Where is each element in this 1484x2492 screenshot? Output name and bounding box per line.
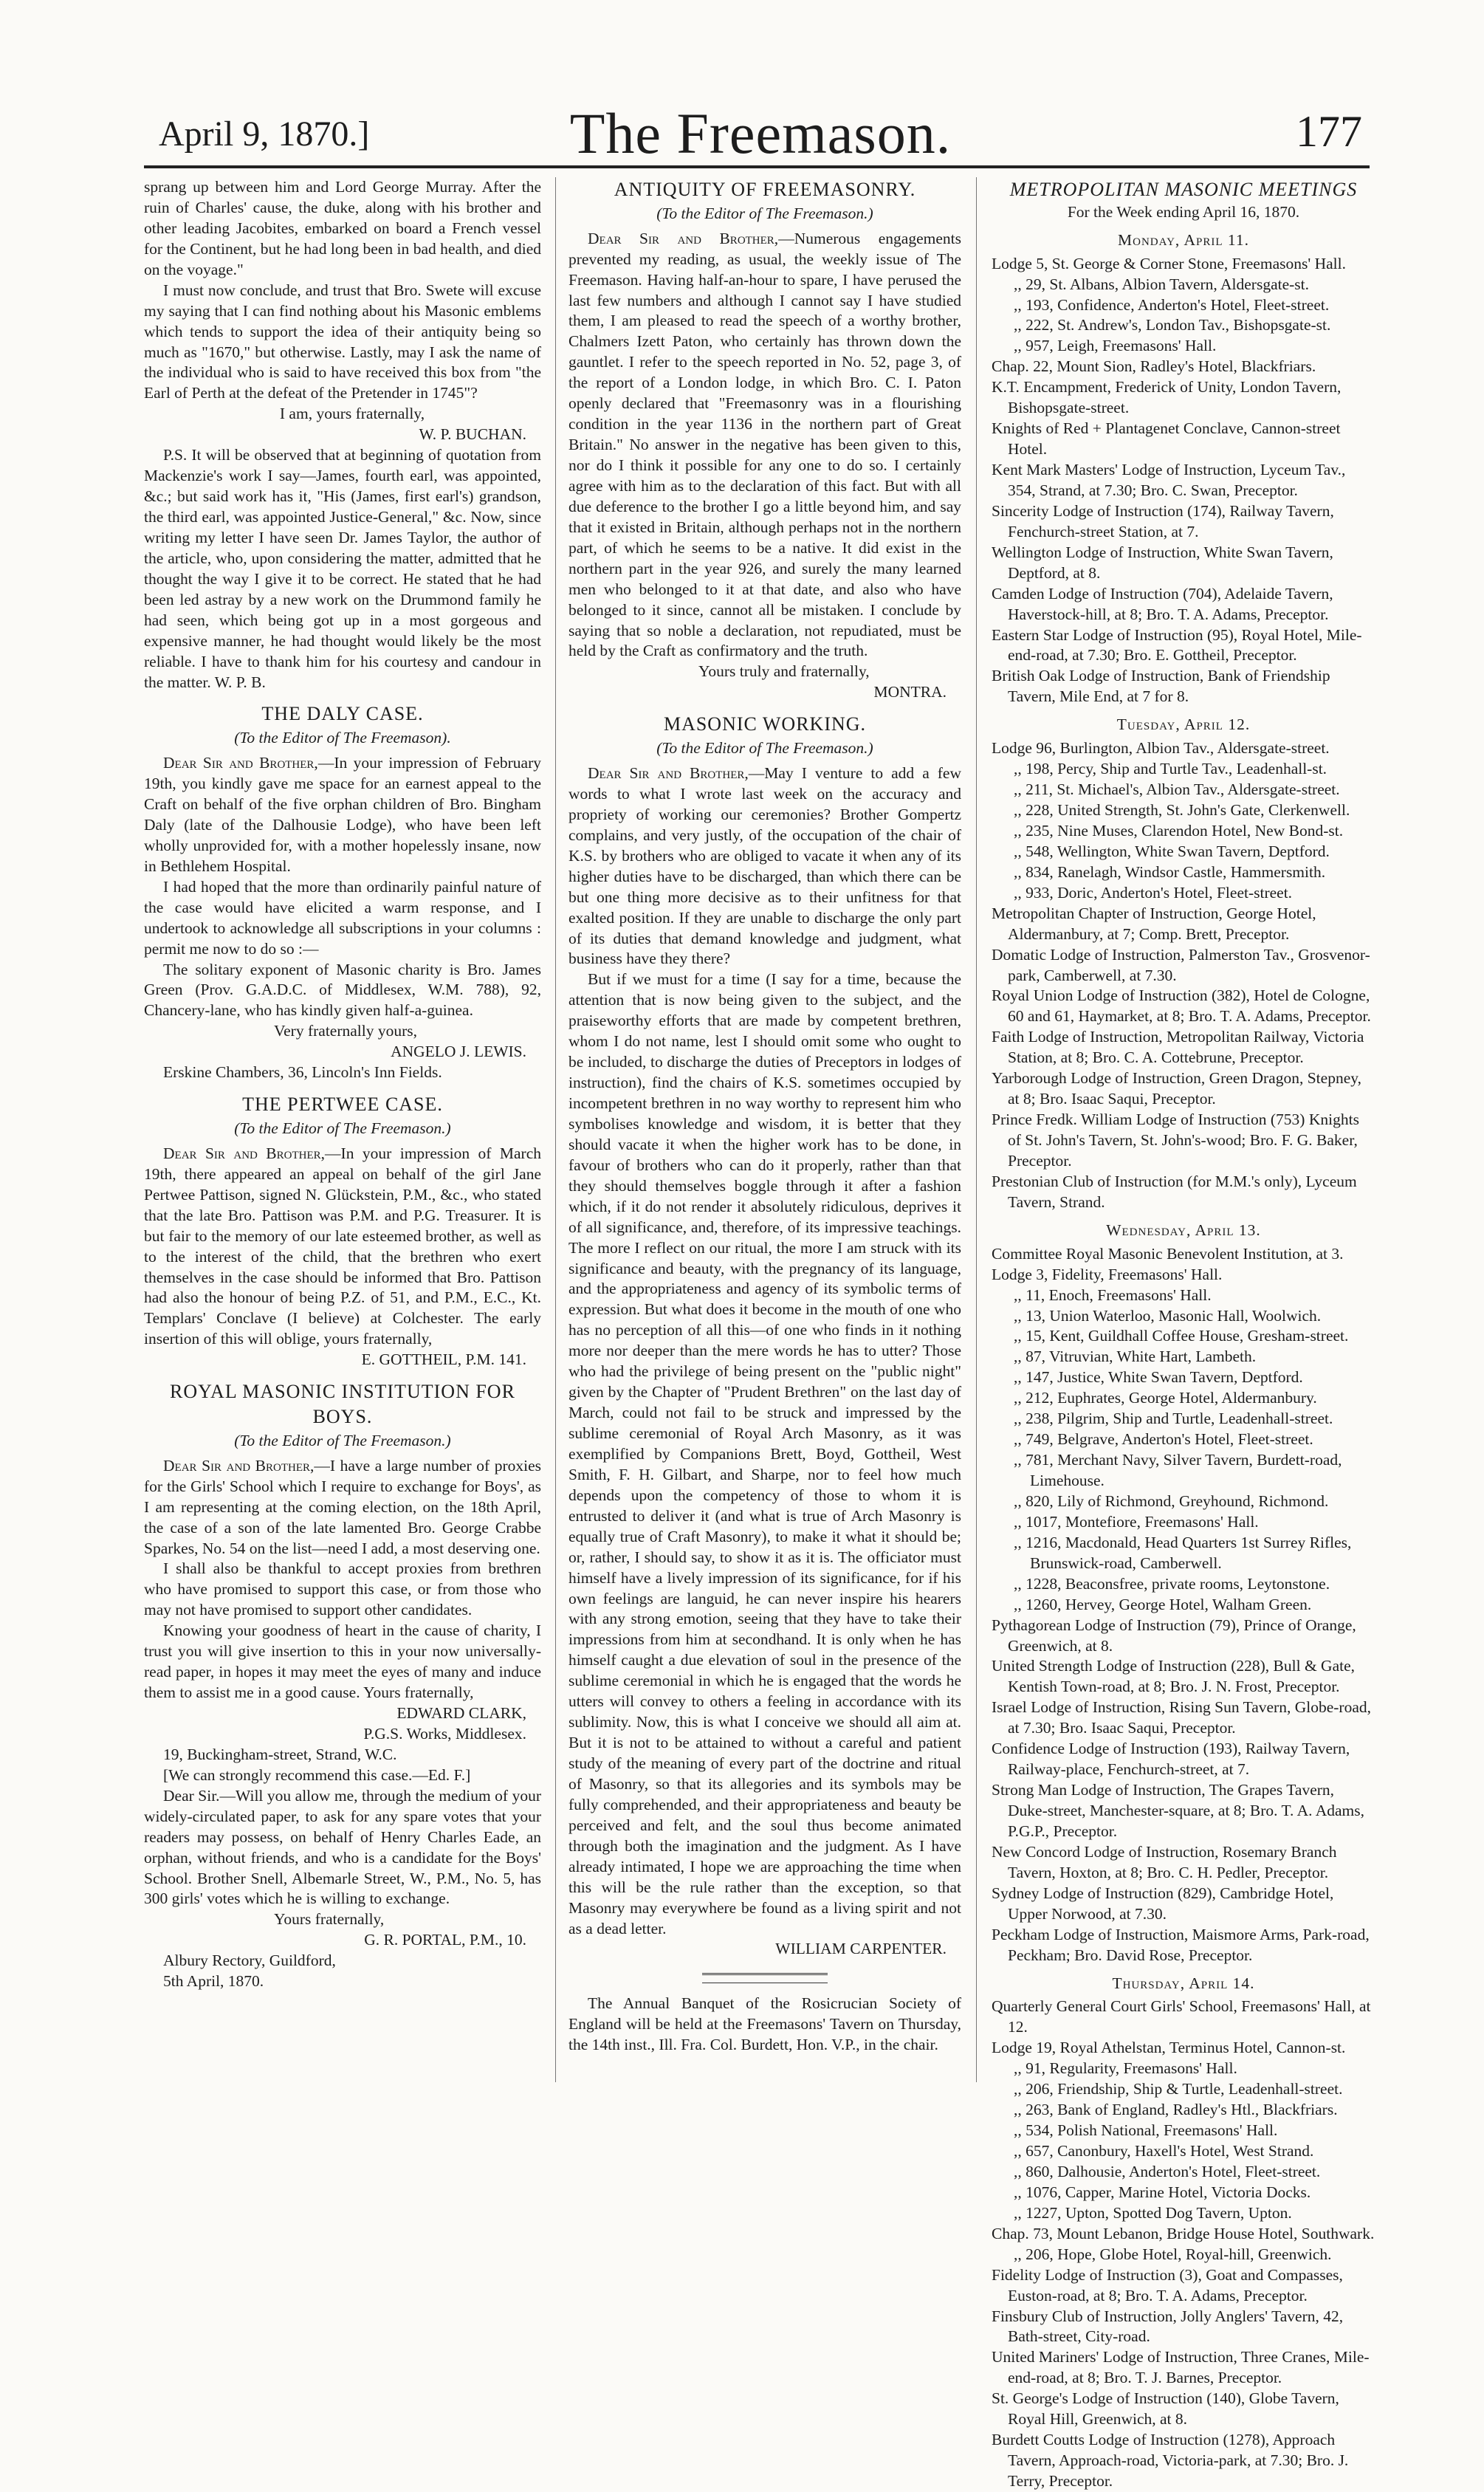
- meeting-entry: ,, 147, Justice, White Swan Tavern, Deptford.: [1014, 1368, 1303, 1387]
- letter-closing: I am, yours fraternally,: [279, 405, 425, 423]
- paragraph: [568, 763, 961, 969]
- article-heading-antiquity: ANTIQUITY OF FREEMASONRY.: [614, 179, 916, 200]
- paragraph: [144, 753, 541, 877]
- meeting-entry: Chap. 73, Mount Lebanon, Bridge House Hotel, Southwark.: [992, 2224, 1375, 2242]
- meeting-entry: Lodge 96, Burlington, Albion Tav., Aldersgate-street.: [992, 739, 1330, 758]
- paragraph: [144, 1144, 541, 1350]
- meeting-entry: Pythagorean Lodge of Instruction (79), Prince of Orange, Greenwich, at 8.: [992, 1616, 1356, 1655]
- meetings-heading: METROPOLITAN MASONIC MEETINGS: [1009, 179, 1358, 200]
- letter-greeting: Dear Sir and Brother,: [163, 1456, 315, 1475]
- paragraph: [568, 229, 961, 662]
- paragraph: I must now conclude, and trust that Bro. Swete will excuse my saying that I can find nothing about his Masonic emblems which tends to support the idea of their antiquity being so much as "1670," but otherwise. Lastly, may I ask the name of the individual who is said to have received this box from "the Earl of Perth at the defeat of the Pretender in 1745"?: [144, 281, 541, 402]
- meeting-entry: United Strength Lodge of Instruction (228), Bull & Gate, Kentish Town-road, at 8; Bro. J. N. Frost, Preceptor.: [992, 1657, 1356, 1696]
- meeting-entry: ,, 235, Nine Muses, Clarendon Hotel, New Bond-st.: [1014, 821, 1344, 840]
- meeting-entry: Israel Lodge of Instruction, Rising Sun Tavern, Globe-road, at 7.30; Bro. Isaac Saqui, Preceptor.: [992, 1698, 1371, 1737]
- day-heading-wednesday: Wednesday, April 13.: [1106, 1221, 1261, 1239]
- masthead-rule: [144, 165, 1370, 168]
- meeting-entry: Confidence Lodge of Instruction (193), Railway Tavern, Railway-place, Fenchurch-street, at 7.: [992, 1740, 1350, 1779]
- meeting-entry: Peckham Lodge of Instruction, Maismore Arms, Park-road, Peckham; Bro. David Rose, Preceptor.: [992, 1925, 1370, 1964]
- letter-signature: MONTRA.: [873, 683, 947, 701]
- meeting-entry: ,, 781, Merchant Navy, Silver Tavern, Burdett-road, Limehouse.: [1014, 1451, 1342, 1490]
- meeting-entry: ,, 860, Dalhousie, Anderton's Hotel, Fleet-street.: [1014, 2162, 1321, 2180]
- meeting-entry: K.T. Encampment, Frederick of Unity, London Tavern, Bishopsgate-street.: [992, 378, 1342, 417]
- meeting-entry: ,, 11, Enoch, Freemasons' Hall.: [1014, 1286, 1212, 1304]
- meeting-entry: ,, 29, St. Albans, Albion Tavern, Aldersgate-st.: [1014, 275, 1309, 293]
- paragraph-text: —Numerous engagements prevented my reading, as usual, the weekly issue of The Freemason. Having half-an-hour to spare, I have perused the last few numbers and although I cannot say I have studied them, I am pleased to read the speech of a worthy brother, Chalmers Izett Paton, who certainly has thrown down the gauntlet. I refer to the speech reported in No. 52, page 3, of the report of a London lodge, in which Bro. C. I. Paton openly declared that "Freemasonry was in a flourishing condition in the year 1136 in the northern part of Great Britain." No answer in the negative has been given to this, nor do I think it possible for any one to do so. I certainly agree with him as to the declaration of this fact. But with all due deference to the brother I go a little beyond him, and say that it existed in Britain, although perhaps not in the northern part, of which he seems to be a native. It did exist in the northern part in the year 926, and surely the many learned men who belonged to it at that date, and also who have belonged to it since, cannot all be mistaken. I conclude by saying that so noble a declaration, not repudiated, must be held by the Craft as confirmatory and the truth.: [568, 229, 961, 660]
- letter-signature: WILLIAM CARPENTER.: [775, 1940, 947, 1958]
- meeting-entry: ,, 1076, Capper, Marine Hotel, Victoria Docks.: [1014, 2183, 1311, 2201]
- meeting-entry: Faith Lodge of Instruction, Metropolitan Railway, Victoria Station, at 8; Bro. C. A. Cottebrune, Preceptor.: [992, 1028, 1364, 1067]
- letter-closing: Yours truly and fraternally,: [698, 662, 870, 681]
- editor-note: [We can strongly recommend this case.—Ed. F.]: [163, 1765, 471, 1784]
- letter-greeting: Dear Sir and Brother,: [588, 229, 779, 247]
- letter-closing: Very fraternally yours,: [274, 1022, 418, 1040]
- letter-signature: EDWARD CLARK,: [396, 1704, 526, 1722]
- meeting-entry: Wellington Lodge of Instruction, White Swan Tavern, Deptford, at 8.: [992, 543, 1333, 582]
- paragraph: sprang up between him and Lord George Murray. After the ruin of Charles' cause, the duke, along with his brother and other leading Jacobites, embarked on board a French vessel for the Continent, but he had long been in bad health, and died on the voyage.": [144, 178, 541, 278]
- article-subheading: (To the Editor of The Freemason).: [234, 729, 451, 747]
- paragraph: I shall also be thankful to accept proxies from brethren who have promised to support this case, or from those who may not have promised to support other candidates.: [144, 1559, 541, 1619]
- letter-signature: E. GOTTHEIL, P.M. 141.: [361, 1350, 526, 1369]
- letter-signature: ANGELO J. LEWIS.: [391, 1043, 526, 1061]
- meeting-entry: ,, 834, Ranelagh, Windsor Castle, Hammersmith.: [1014, 862, 1326, 881]
- meeting-entry: Sydney Lodge of Instruction (829), Cambridge Hotel, Upper Norwood, at 7.30.: [992, 1884, 1334, 1923]
- meeting-list-tuesday: [992, 738, 1375, 1213]
- meeting-entry: ,, 211, St. Michael's, Albion Tav., Aldersgate-street.: [1014, 780, 1340, 799]
- paragraph: The solitary exponent of Masonic charity is Bro. James Green (Prov. G.A.D.C. of Middlesex, W.M. 788), 92, Chancery-lane, who has kindly given half-a-guinea.: [144, 960, 541, 1020]
- meeting-entry: Lodge 3, Fidelity, Freemasons' Hall.: [992, 1265, 1223, 1283]
- meeting-entry: St. George's Lodge of Instruction (140), Globe Tavern, Royal Hill, Greenwich, at 8.: [992, 2389, 1339, 2429]
- letter-signature-title: P.G.S. Works, Middlesex.: [363, 1724, 526, 1743]
- paragraph: Knowing your goodness of heart in the cause of charity, I trust you will give insertion to this in your now universally-read paper, in hopes it may meet the eyes of many and induce them to assist me in a good cause. Yours fraternally,: [144, 1621, 541, 1702]
- letter-greeting: Dear Sir and Brother,: [163, 754, 318, 772]
- masthead: [159, 103, 1362, 167]
- day-heading-tuesday: Tuesday, April 12.: [1116, 715, 1251, 734]
- meetings-subheading: For the Week ending April 16, 1870.: [1067, 202, 1300, 221]
- day-heading-thursday: Thursday, April 14.: [1112, 1974, 1255, 1992]
- separator-rule: [702, 1973, 828, 1983]
- meeting-entry: ,, 1216, Macdonald, Head Quarters 1st Surrey Rifles, Brunswick-road, Camberwell.: [1014, 1533, 1352, 1572]
- meeting-entry: Yarborough Lodge of Instruction, Green Dragon, Stepney, at 8; Bro. Isaac Saqui, Preceptor.: [992, 1069, 1361, 1108]
- meeting-entry: Quarterly General Court Girls' School, Freemasons' Hall, at 12.: [992, 1997, 1371, 2036]
- day-heading-monday: Monday, April 11.: [1118, 230, 1249, 249]
- meeting-entry: ,, 228, United Strength, St. John's Gate, Clerkenwell.: [1014, 801, 1350, 820]
- meeting-entry: ,, 198, Percy, Ship and Turtle Tav., Leadenhall-st.: [1014, 760, 1327, 778]
- letter-greeting: Dear Sir and Brother,: [163, 1144, 326, 1162]
- article-subheading: (To the Editor of The Freemason.): [234, 1119, 451, 1137]
- meeting-entry: Chap. 22, Mount Sion, Radley's Hotel, Blackfriars.: [992, 357, 1316, 376]
- paragraph: Dear Sir.—Will you allow me, through the medium of your widely-circulated paper, to ask for any spare votes that your readers may possess, on behalf of Henry Charles Eade, an orphan, without friends, and who is a candidate for the Boys' School. Brother Snell, Albemarle Street, W., P.M., No. 5, has 300 girls' votes which he is willing to exchange.: [144, 1786, 541, 1908]
- article-heading-pertwee: THE PERTWEE CASE.: [242, 1094, 443, 1116]
- meeting-entry: Fidelity Lodge of Instruction (3), Goat and Compasses, Euston-road, at 8; Bro. T. A. Adams, Preceptor.: [992, 2265, 1343, 2304]
- letter-address: Erskine Chambers, 36, Lincoln's Inn Fields.: [163, 1063, 442, 1082]
- meeting-entry: Strong Man Lodge of Instruction, The Grapes Tavern, Duke-street, Manchester-square, at 8; Bro. T. A. Adams, P.G.P., Preceptor.: [992, 1781, 1364, 1840]
- column-2: [568, 177, 961, 2093]
- meeting-list-monday: [992, 254, 1375, 708]
- article-subheading: (To the Editor of The Freemason.): [234, 1431, 451, 1449]
- page-number: 177: [1296, 107, 1362, 156]
- meeting-entry: Prince Fredk. William Lodge of Instruction (753) Knights of St. John's Tavern, St. John's-wood; Bro. F. G. Baker, Preceptor.: [992, 1111, 1359, 1170]
- meeting-entry: Metropolitan Chapter of Instruction, George Hotel, Aldermanbury, at 7; Comp. Brett, Preceptor.: [992, 904, 1316, 943]
- meeting-entry: Prestonian Club of Instruction (for M.M.'s only), Lyceum Tavern, Strand.: [992, 1172, 1357, 1211]
- meeting-entry: ,, 87, Vitruvian, White Hart, Lambeth.: [1014, 1348, 1257, 1366]
- paragraph-text: —In your impression of February 19th, you kindly gave me space for an earnest appeal to the Craft on behalf of the five orphan children of Bro. Bingham Daly (late of the Dalhousie Lodge), who have been left wholly unprovided for, with a mother hopelessly insane, now in Bethlehem Hospital.: [144, 754, 541, 875]
- letter-signature: W. P. BUCHAN.: [419, 425, 526, 444]
- meeting-entry: ,, 1017, Montefiore, Freemasons' Hall.: [1014, 1512, 1259, 1531]
- meeting-entry: British Oak Lodge of Instruction, Bank of Friendship Tavern, Mile End, at 7 for 8.: [992, 667, 1330, 706]
- paragraph-text: —In your impression of March 19th, there appeared an appeal on behalf of the girl Jane Pertwee Pattison, signed N. Glückstein, P.M., &c., who stated that the late Bro. Pattison was P.M. and P.G. Treasurer. It is but fair to the memory of our late esteemed brother, as well as to the interest of the child, that the brethren who exert themselves in the case should be informed that Bro. Pattison had also the honour of being P.Z. of 51, and P.M., E.C., Kt. Templars' Conclave (I believe) at Colchester. The early insertion of this will oblige, yours fraternally,: [144, 1144, 541, 1348]
- meeting-entry: ,, 933, Doric, Anderton's Hotel, Fleet-street.: [1014, 883, 1293, 902]
- meeting-entry: ,, 548, Wellington, White Swan Tavern, Deptford.: [1014, 842, 1330, 860]
- meeting-entry: ,, 238, Pilgrim, Ship and Turtle, Leadenhall-street.: [1014, 1410, 1333, 1428]
- meeting-entry: ,, 534, Polish National, Freemasons' Hall.: [1014, 2121, 1278, 2140]
- meeting-list-wednesday: [992, 1244, 1375, 1966]
- column-3: [992, 177, 1375, 2491]
- meeting-entry: ,, 13, Union Waterloo, Masonic Hall, Woolwich.: [1014, 1306, 1322, 1325]
- meeting-entry: Lodge 5, St. George & Corner Stone, Freemasons' Hall.: [992, 254, 1346, 272]
- meeting-entry: Domatic Lodge of Instruction, Palmerston Tav., Grosvenor-park, Camberwell, at 7.30.: [992, 945, 1370, 984]
- meeting-entry: ,, 749, Belgrave, Anderton's Hotel, Fleet-street.: [1014, 1430, 1313, 1449]
- paragraph: I had hoped that the more than ordinarily painful nature of the case would have elicited a warm response, and I undertook to acknowledge all subscriptions in your columns : permit me now to do so :—: [144, 877, 541, 958]
- column-divider: [555, 177, 556, 2082]
- paragraph-text: —May I venture to add a few words to what I wrote last week on the accuracy and propriety of working our ceremonies? Brother Gompertz complains, and very justly, of the occupation of the chair of K.S. by brothers who are obliged to vacate it when any of its higher duties have to be discharged, than which there can be but one thing more decisive as to their unfitness for that exalted position. If they are unable to discharge the only part of its duties that demand knowledge and judgment, what business have they there?: [568, 764, 962, 968]
- paragraph: But if we must for a time (I say for a time, because the attention that is now being given to the subject, and the praiseworthy efforts that are made by competent brethren, whom I do not name, lest I should omit some who ought to be included, to discharge the duties of Preceptors in lodges of instruction), find the chairs of K.S. sometimes occupied by incompetent brethren in no way worthy to represent him who symbolises knowledge and wisdom, it is better that they should vacate it when the higher work has to be done, in favour of brothers who can do it properly, rather than that they should themselves boggle through it after a fashion which, if it do not render it absolutely ridiculous, deprives it of all significance, and, therefore, of its impressive teachings. The more I reflect on our ritual, the more I am struck with its significance and beauty, with the pregnancy of its language, and the appropriateness and agency of its symbolic terms of expression. But what does it become in the mouth of one who has no perception of all this—of one who finds in it nothing more nor deeper than the mere words he has to utter? Those who had the privilege of being present on the "public night" given by the Chapter of "Prudent Brethren" on the last day of March, could not fail to be struck and impressed by the sublime ceremonial of Royal Arch Masonry, as it was exemplified by Companions Brett, Boyd, Gottheil, West Smith, F. H. Gilbart, and Sharpe, nor to feel how much depends upon the competency of those to whom it is entrusted to deliver it (and what is true of Arch Masonry is equally true of Craft Masonry), to make it what it should be; or, rather, I should say, to show it as it is. The officiator must himself have a lively impression of its significance, for if his own feelings are languid, he can never inspire his hearers with any strong emotion, seeing that they have to take their impressions from him at secondhand. It is only when he has himself caught a due elevation of soul in the presence of the sublime ceremonial in which he is engaged that the words he utters will convey to others a feeling in accordance with its sublimity. Now, this is what I conceive we should all aim at. But it is not to be attained to without a careful and patient study of the meaning of every part of the doctrine and ritual of Masonry, so that its allegories and its symbols may be fully comprehended, and their appropriateness and beauty be perceived and felt, and the soul thus become animated through both the imagination and the judgment. As I have already intimated, I hope we are approaching the time when this will be the rule rather than the exception, so that Masonry may everywhere be found as a living spirit and not as a dead letter.: [568, 970, 961, 1937]
- article-subheading: (To the Editor of The Freemason.): [656, 204, 873, 222]
- newspaper-title: The Freemason.: [569, 101, 952, 165]
- meeting-entry: ,, 206, Hope, Globe Hotel, Royal-hill, Greenwich.: [1014, 2245, 1332, 2263]
- letter-address: Albury Rectory, Guildford,: [163, 1952, 336, 1970]
- meeting-entry: ,, 193, Confidence, Anderton's Hotel, Fleet-street.: [1014, 295, 1330, 314]
- meeting-list-thursday: [992, 1997, 1375, 2492]
- paragraph-text: —I have a large number of proxies for the Girls' School which I require to exchange for Boys', as I am representing at the coming election, on the 18th April, the case of a son of the late lamented Bro. George Crabbe Sparkes, No. 54 on the list—need I add, a most deserving one.: [144, 1456, 542, 1557]
- meeting-entry: Finsbury Club of Instruction, Jolly Anglers' Tavern, 42, Bath-street, City-road.: [992, 2307, 1344, 2346]
- meeting-entry: ,, 212, Euphrates, George Hotel, Aldermanbury.: [1014, 1389, 1317, 1407]
- meeting-entry: Camden Lodge of Instruction (704), Adelaide Tavern, Haverstock-hill, at 8; Bro. T. A. Adams, Preceptor.: [992, 584, 1333, 623]
- article-heading-working: MASONIC WORKING.: [663, 713, 867, 735]
- meeting-entry: Committee Royal Masonic Benevolent Institution, at 3.: [992, 1244, 1344, 1263]
- paragraph: [144, 1456, 541, 1559]
- meeting-entry: ,, 222, St. Andrew's, London Tav., Bishopsgate-st.: [1014, 316, 1331, 334]
- column-divider: [976, 177, 977, 2082]
- meeting-entry: Knights of Red + Plantagenet Conclave, Cannon-street Hotel.: [992, 419, 1341, 459]
- meeting-entry: ,, 15, Kent, Guildhall Coffee House, Gresham-street.: [1014, 1327, 1349, 1345]
- meeting-entry: United Mariners' Lodge of Instruction, Three Cranes, Mile-end-road, at 8; Bro. T. J. Barnes, Preceptor.: [992, 2348, 1370, 2387]
- letter-greeting: Dear Sir and Brother,: [588, 764, 749, 783]
- meeting-entry: ,, 1228, Beaconsfree, private rooms, Leytonstone.: [1014, 1574, 1330, 1593]
- postscript: P.S. It will be observed that at beginning of quotation from Mackenzie's work I say—James, fourth earl, was appointed, &c.; but said work has it, "His (James, first earl's) grandson, the third earl, was appointed Justice-General," &c. Now, since writing my letter I have seen Dr. James Taylor, the author of the article, who, upon considering the matter, admitted that he thought the way I give it to be correct. He stated that he had been led astray by a new work on the Drummond family he had seen, which being got up in a most gorgeous and expensive manner, he had thought would likely be the most reliable. I have to thank him for his courtesy and candour in the matter. W. P. B.: [144, 446, 541, 691]
- meeting-entry: ,, 91, Regularity, Freemasons' Hall.: [1014, 2059, 1237, 2078]
- meeting-entry: ,, 263, Bank of England, Radley's Htl., Blackfriars.: [1014, 2101, 1338, 2119]
- meeting-entry: New Concord Lodge of Instruction, Rosemary Branch Tavern, Hoxton, at 8; Bro. C. H. Pedler, Preceptor.: [992, 1842, 1337, 1881]
- letter-closing: Yours fraternally,: [274, 1910, 385, 1929]
- letter-signature: G. R. PORTAL, P.M., 10.: [364, 1931, 526, 1949]
- meeting-entry: Lodge 19, Royal Athelstan, Terminus Hotel, Cannon-st.: [992, 2039, 1346, 2057]
- notice-paragraph: The Annual Banquet of the Rosicrucian Society of England will be held at the Freemasons' Tavern on Thursday, the 14th inst., Ill. Fra. Col. Burdett, Hon. V.P., in the chair.: [568, 1994, 961, 2054]
- meeting-entry: ,, 1260, Hervey, George Hotel, Walham Green.: [1014, 1595, 1312, 1613]
- letter-address: 19, Buckingham-street, Strand, W.C.: [163, 1745, 397, 1763]
- meeting-entry: Royal Union Lodge of Instruction (382), Hotel de Cologne, 60 and 61, Haymarket, at 8; Bro. T. A. Adams, Preceptor.: [992, 986, 1371, 1026]
- letter-date: 5th April, 1870.: [163, 1972, 264, 1991]
- meeting-entry: ,, 657, Canonbury, Haxell's Hotel, West Strand.: [1014, 2142, 1314, 2160]
- meeting-entry: Burdett Coutts Lodge of Instruction (1278), Approach Tavern, Approach-road, Victoria-park, at 7.30; Bro. J. Terry, Preceptor.: [992, 2431, 1349, 2491]
- meeting-entry: Kent Mark Masters' Lodge of Instruction, Lyceum Tav., 354, Strand, at 7.30; Bro. C. Swan, Preceptor.: [992, 461, 1346, 499]
- article-subheading: (To the Editor of The Freemason.): [656, 739, 873, 758]
- meeting-entry: ,, 820, Lily of Richmond, Greyhound, Richmond.: [1014, 1492, 1329, 1510]
- meeting-entry: ,, 1227, Upton, Spotted Dog Tavern, Upton.: [1014, 2203, 1292, 2222]
- meeting-entry: Sincerity Lodge of Instruction (174), Railway Tavern, Fenchurch-street Station, at 7.: [992, 501, 1334, 540]
- meeting-entry: ,, 957, Leigh, Freemasons' Hall.: [1014, 337, 1217, 355]
- article-heading-royal: ROYAL MASONIC INSTITUTION FOR BOYS.: [170, 1381, 515, 1428]
- issue-date: April 9, 1870.]: [159, 114, 370, 154]
- article-heading-daly: THE DALY CASE.: [261, 703, 424, 725]
- meeting-entry: Eastern Star Lodge of Instruction (95), Royal Hotel, Mile-end-road, at 7.30; Bro. E. Gottheil, Preceptor.: [992, 625, 1362, 665]
- column-1: [144, 177, 541, 2093]
- meeting-entry: ,, 206, Friendship, Ship & Turtle, Leadenhall-street.: [1014, 2080, 1343, 2098]
